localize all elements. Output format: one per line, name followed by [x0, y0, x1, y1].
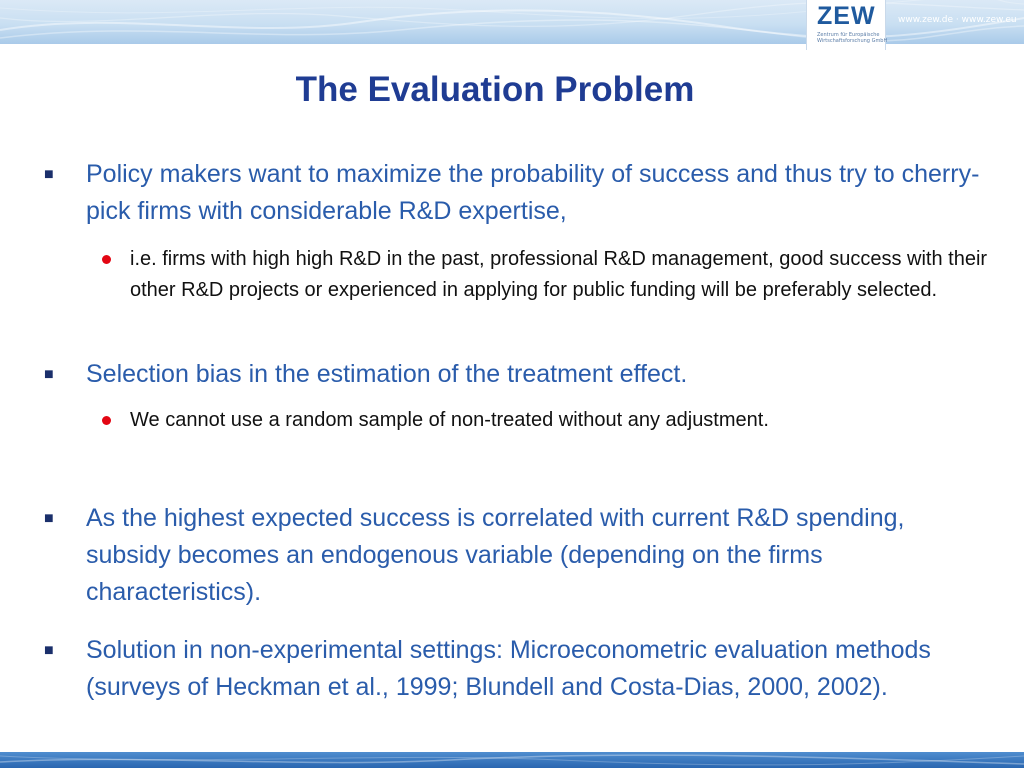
logo-subtitle-line2: Wirtschaftsforschung GmbH	[817, 38, 888, 44]
square-bullet-icon: ■	[44, 510, 54, 527]
square-bullet-icon: ■	[44, 366, 54, 383]
sub-bullet-1-1-text: i.e. firms with high high R&D in the past, professional R&D management, good success with their other R&D projects or experienced in applying for public funding will be preferably selected.	[130, 248, 988, 301]
bullet-4-text: Solution in non-experimental settings: Microeconometric evaluation methods (surveys of Heckman et al., 1999; Blundell and Costa-Dias, 2000, 2002).	[86, 636, 931, 701]
square-bullet-icon: ■	[44, 166, 54, 183]
site-url: www.zew.de · www.zew.eu	[898, 15, 1017, 25]
bullet-1	[44, 156, 996, 230]
bullet-1-text: Policy makers want to maximize the probability of success and thus try to cherry-pick firms with considerable R&D expertise,	[86, 160, 980, 225]
red-dot-bullet-icon	[102, 255, 111, 264]
bullet-2-text: Selection bias in the estimation of the treatment effect.	[86, 360, 688, 388]
logo-wordmark: ZEW	[817, 2, 876, 30]
logo-subtitle-line1: Zentrum für Europäische	[817, 32, 880, 38]
bullet-3-text: As the highest expected success is correlated with current R&D spending, subsidy becomes an endogenous variable (depending on the firms characteristics).	[86, 504, 905, 606]
footer-wave-pattern	[0, 752, 1024, 768]
sub-bullet-1-1	[130, 244, 990, 306]
bullet-4	[44, 632, 996, 706]
bullet-3	[44, 500, 996, 611]
sub-bullet-2-1	[130, 405, 990, 436]
bullet-2	[44, 356, 996, 393]
red-dot-bullet-icon	[102, 416, 111, 425]
square-bullet-icon: ■	[44, 642, 54, 659]
slide-title: The Evaluation Problem	[295, 70, 695, 109]
sub-bullet-2-1-text: We cannot use a random sample of non-treated without any adjustment.	[130, 409, 769, 431]
footer-band	[0, 752, 1024, 768]
